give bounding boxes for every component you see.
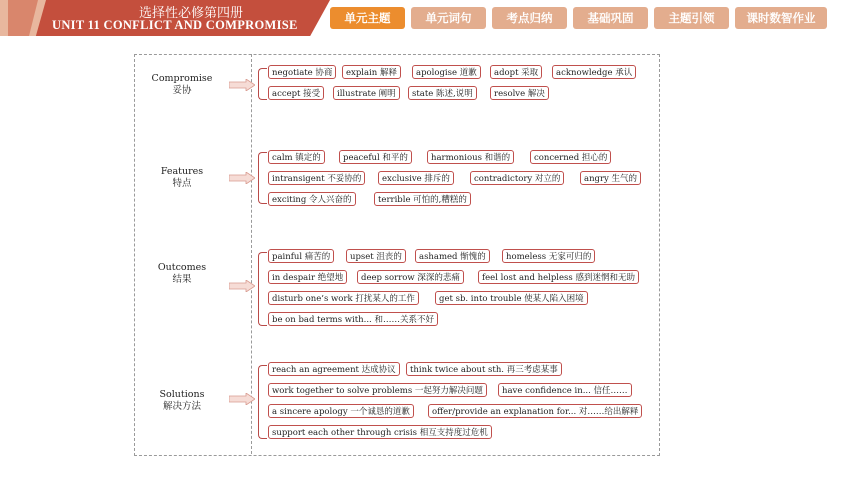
arrow-icon: [229, 172, 255, 184]
vocab-chip: intransigent 不妥协的: [268, 171, 365, 185]
tab-key-points[interactable]: 考点归纳: [492, 7, 567, 29]
vocab-chip: be on bad terms with... 和……关系不好: [268, 312, 438, 326]
vocab-chip: contradictory 对立的: [470, 171, 564, 185]
vocab-chip: calm 镇定的: [268, 150, 325, 164]
vocab-chip: exclusive 排斥的: [378, 171, 454, 185]
arrow-icon: [229, 280, 255, 292]
vocab-chip: homeless 无家可归的: [502, 249, 595, 263]
header-bar: [0, 0, 860, 36]
tab-homework[interactable]: 课时数智作业: [735, 7, 827, 29]
vocab-chip: acknowledge 承认: [552, 65, 636, 79]
section-bracket: [258, 365, 267, 439]
vocab-chip: work together to solve problems 一起努力解决问题: [268, 383, 487, 397]
vocab-chip: disturb one’s work 打扰某人的工作: [268, 291, 419, 305]
vocab-chip: state 陈述,说明: [408, 86, 477, 100]
vocab-chip: offer/provide an explanation for... 对……给出解释: [428, 404, 642, 418]
section-label-en: Outcomes: [157, 262, 207, 273]
section-label-solutions: [134, 389, 230, 413]
vocab-chip: peaceful 和平的: [339, 150, 412, 164]
section-bracket: [258, 152, 267, 204]
tab-unit-theme[interactable]: 单元主题: [330, 7, 405, 29]
vocab-chip: concerned 担心的: [530, 150, 611, 164]
arrow-icon: [229, 79, 255, 91]
tab-theme-lead[interactable]: 主题引领: [654, 7, 729, 29]
vocab-chip: a sincere apology 一个诚恳的道歉: [268, 404, 414, 418]
vocab-chip: support each other through crisis 相互支持度过危机: [268, 425, 492, 439]
vocab-chip: illustrate 阐明: [333, 86, 400, 100]
vocab-chip: accept 接受: [268, 86, 324, 100]
section-bracket: [258, 252, 267, 326]
section-label-compromise: [134, 73, 230, 97]
vocab-chip: upset 沮丧的: [346, 249, 406, 263]
book-title: 选择性必修第四册: [138, 6, 243, 21]
section-bracket: [258, 68, 267, 100]
vocab-chip: think twice about sth. 再三考虑某事: [406, 362, 562, 376]
vocab-chip: in despair 绝望地: [268, 270, 347, 284]
section-label-zh: 解决方法: [162, 401, 201, 412]
arrow-icon: [229, 393, 255, 405]
vocab-chip: terrible 可怕的,糟糕的: [374, 192, 471, 206]
vocab-chip: negotiate 协商: [268, 65, 336, 79]
vocab-chip: explain 解释: [342, 65, 401, 79]
section-label-zh: 妥协: [172, 85, 192, 96]
section-label-zh: 结果: [172, 274, 192, 285]
vocab-chip: exciting 令人兴奋的: [268, 192, 356, 206]
vocab-chip: ashamed 惭愧的: [415, 249, 490, 263]
unit-title: UNIT 11 CONFLICT AND COMPROMISE: [52, 18, 298, 32]
vocab-chip: painful 痛苦的: [268, 249, 334, 263]
vocab-chip: feel lost and helpless 感到迷惘和无助: [478, 270, 639, 284]
vocab-chip: resolve 解决: [490, 86, 549, 100]
section-label-en: Compromise: [151, 73, 213, 84]
vocab-chip: deep sorrow 深深的悲痛: [357, 270, 464, 284]
vocab-chip: angry 生气的: [580, 171, 641, 185]
section-label-en: Solutions: [159, 389, 205, 400]
vocab-chip: get sb. into trouble 使某人陷入困境: [435, 291, 588, 305]
tab-basic-practice[interactable]: 基础巩固: [573, 7, 648, 29]
vocab-chip: reach an agreement 达成协议: [268, 362, 400, 376]
section-label-en: Features: [160, 166, 204, 177]
section-label-features: [134, 166, 230, 190]
section-label-zh: 特点: [172, 178, 192, 189]
vocab-chip: harmonious 和谐的: [427, 150, 514, 164]
vocab-chip: have confidence in... 信任……: [498, 383, 632, 397]
tab-unit-vocabulary[interactable]: 单元词句: [411, 7, 486, 29]
vocab-chip: apologise 道歉: [412, 65, 481, 79]
section-label-outcomes: [134, 262, 230, 286]
vocab-chip: adopt 采取: [490, 65, 542, 79]
